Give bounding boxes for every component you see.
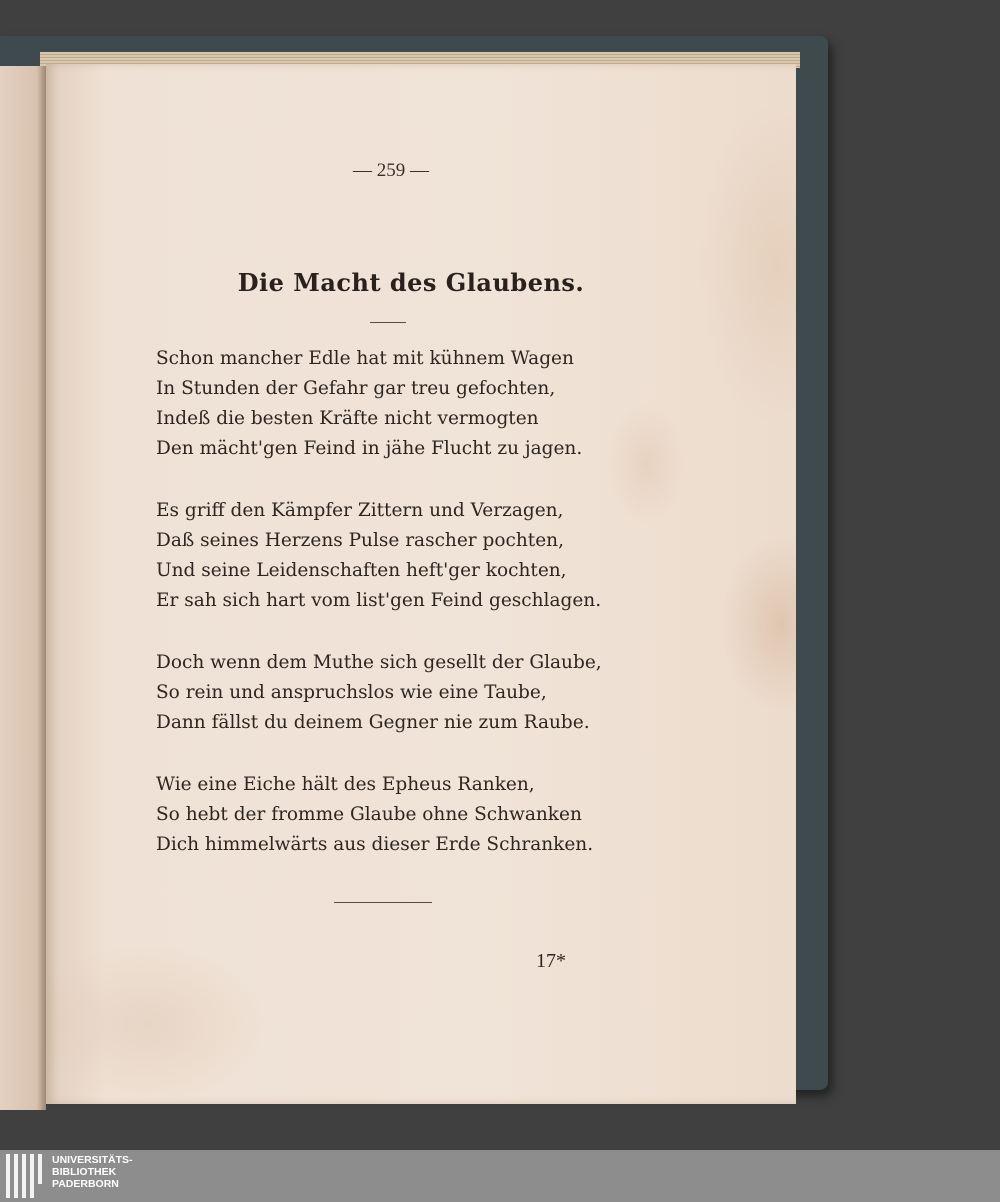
library-logo-icon <box>6 1154 46 1198</box>
poem-line: So rein und anspruchslos wie eine Taube, <box>156 682 547 703</box>
left-page-edge <box>0 66 46 1110</box>
poem-line: Er sah sich hart vom list'gen Feind geschlagen. <box>156 590 602 611</box>
logo-line: BIBLIOTHEK <box>52 1166 117 1178</box>
stanza <box>156 648 626 738</box>
end-divider <box>334 902 432 903</box>
stanza <box>156 770 626 860</box>
poem-line: In Stunden der Gefahr gar treu gefochten, <box>156 378 556 399</box>
stanza <box>156 344 626 464</box>
poem-line: Und seine Leidenschaften heft'ger kochten, <box>156 560 567 581</box>
poem-body <box>156 344 626 892</box>
poem-line: Schon mancher Edle hat mit kühnem Wagen <box>156 348 574 369</box>
poem-line: Indeß die besten Kräfte nicht vermogten <box>156 408 539 429</box>
logo-line: UNIVERSITÄTS- <box>52 1154 133 1166</box>
poem-line: Dich himmelwärts aus dieser Erde Schranken. <box>156 834 594 855</box>
page-number: — 259 — <box>353 160 429 181</box>
logo-line: PADERBORN <box>52 1178 119 1190</box>
poem-line: Doch wenn dem Muthe sich gesellt der Glaube, <box>156 652 602 673</box>
stanza <box>156 496 626 616</box>
poem-line: Den mächt'gen Feind in jähe Flucht zu jagen. <box>156 438 583 459</box>
poem-line: Wie eine Eiche hält des Epheus Ranken, <box>156 774 535 795</box>
library-logo-text <box>52 1154 133 1190</box>
book-page <box>46 64 796 1104</box>
title-divider <box>370 322 406 323</box>
poem-line: Daß seines Herzens Pulse rascher pochten, <box>156 530 564 551</box>
signature-mark: 17* <box>536 950 566 972</box>
poem-line: So hebt der fromme Glaube ohne Schwanken <box>156 804 582 825</box>
poem-line: Es griff den Kämpfer Zittern und Verzagen, <box>156 500 564 521</box>
poem-line: Dann fällst du deinem Gegner nie zum Raube. <box>156 712 590 733</box>
footer-bar <box>0 1150 1000 1202</box>
poem-title: Die Macht des Glaubens. <box>237 268 585 297</box>
